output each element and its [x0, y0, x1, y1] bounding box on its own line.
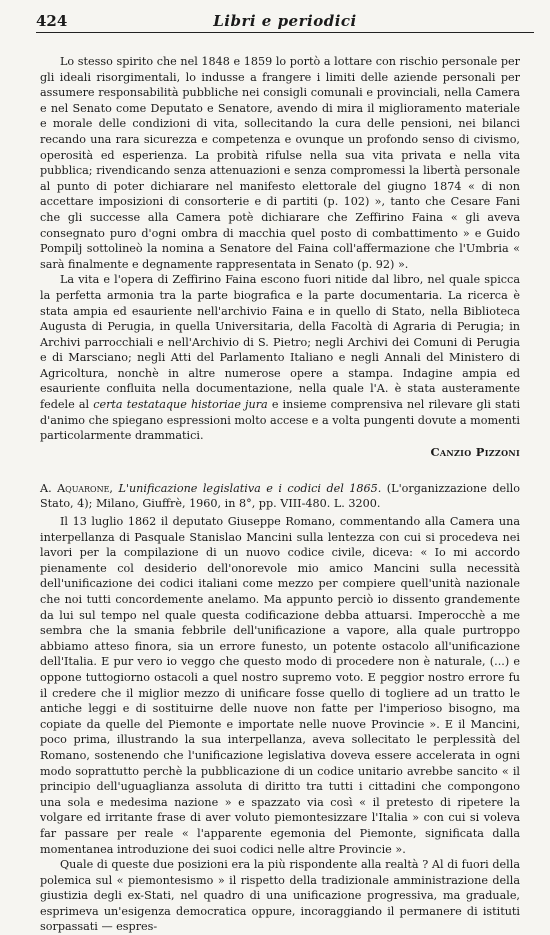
section-gap — [40, 459, 520, 481]
review2-paragraph-2: Quale di queste due posizioni era la più rispondente alla realtà ? Al di fuori della polemica sul « piemontesismo » il rispetto della tradizionale amministrazione della giustizia degli ex-Stati, nel quadro di una unificazione progressiva, ma graduale, esprimeva un'esigenza democratica oppure, incoraggiando il permanere di istituti sorpassati — espres- — [40, 858, 520, 934]
running-title: Libri e periodici — [213, 12, 357, 30]
review2-paragraph-1: Il 13 luglio 1862 il deputato Giuseppe Romano, commentando alla Camera una interpellanza di Pasquale Stanislao Mancini sulla lentezza con cui si procedeva nei lavori per la compilazione di un nuovo codice civile, diceva: « Io mi accordo pienamente col desiderio dell'onorevole mio amico Mancini sulla necessità dell'unificazione dei codici italiani come mezzo per compiere quell'unità nazionale che noi tutti concordemente anelamo. Ma appunto perciò io dissento grandemente da lui sul tempo nel quale questa codificazione debba attuarsi. Imperocchè a me sembra che la smania febbrile dell'unificazione a vapore, alla quale purtroppo abbiamo atteso finora, sia un errore funesto, un potente ostacolo all'unificazione dell'Italia. E pur vero io veggo che questo modo di procedere non è naturale, (...) e oppone tuttogiorno ostacoli a quel nostro supremo voto. E peggior nostro errore fu il credere che il miglior mezzo di unificare fosse quello di togliere ad un tratto le antiche leggi e di sostituirne delle nuove non fatte per l'imperioso bisogno, ma copiate da quelle del Piemonte e importate nelle nuove Provincie ». E il Mancini, poco prima, illustrando la sua interpellanza, aveva sollecitato le perplessità del Romano, sostenendo che l'unificazione legislativa doveva essere accelerata in ogni modo soprattutto perchè la pubblicazione di un codice unitario avrebbe sancito « il principio dell'uguaglianza assoluta di diritto tra tutti i cittadini che compongono una sola e medesima nazione » e spazzato via così « il pretesto di ripetere la volgare ed irritante frase di aver voluto piemontesizzare l'Italia » con cui si voleva far passare per reale « l'apparente egemonia del Piemonte, significata dalla momentanea introduzione dei suoi codici nelle altre Provincie ». — [40, 515, 520, 856]
running-header — [36, 8, 534, 33]
review1-paragraph-1: Lo stesso spirito che nel 1848 e 1859 lo portò a lottare con rischio personale per gli ideali risorgimentali, lo indusse a frangere i limiti delle aziende personali per assumere responsabilità pubbliche nei consigli comunali e provinciali, nella Camera e nel Senato come Deputato e Senatore, avendo di mira il miglioramento materiale e morale delle condizioni di vita, sollecitando la cura delle pensioni, nei bilanci recando una rara sicurezza e competenza e ovunque un profondo senso di civismo, operosità ed esperienza. La probità rifulse nella sua vita privata e nella vita pubblica; rivendicando senza attenuazioni e senza compromessi la libertà personale al punto di poter dichiarare nel manifesto elettorale del giugno 1874 « di non accettare imposizioni di consorterie e di partiti (p. 102) », tanto che Cesare Fani che gli successe alla Camera potè dichiarare che Zeffirino Faina « gli aveva consegnato puro d'ogni ombra di macchia quel posto di combattimento » e Guido Pompilj sottolineò la nomina a Senatore del Faina coll'affermazione che l'Umbria « sarà finalmente e degnamente rappresentata in Senato (p. 92) ». — [40, 55, 520, 271]
book-title: L'unificazione legislativa e i codici del 1865. — [118, 481, 382, 495]
review1-paragraph-2 — [40, 272, 520, 444]
review-signature: Canzio Pizzoni — [430, 444, 520, 459]
text-body — [40, 54, 520, 935]
latin-phrase: certa testataque historiae jura — [93, 398, 268, 412]
review1-paragraph-2-text: La vita e l'opera di Zeffirino Faina escono fuori nitide dal libro, nel quale spicca la perfetta armonia tra la parte biografica e la parte documentaria. La ricerca è stata ampia ed esauriente nell'archivio Faina e in quello di Stato, nella Biblioteca Augusta di Perugia, in quella Universitaria, della Facoltà di Agraria di Perugia; in Archivi parrocchiali e nell'Archivio di S. Pietro; negli Archivi dei Comuni di Perugia e di Marsciano; negli Atti del Parlamento Italiano e negli Annali del Ministero di Agricoltura, nonchè in altre numerose opere a stampa. Indagine ampia ed esauriente confluita nella documentazione, nella quale l'A. è stata austeramente fedele al — [40, 273, 520, 412]
book-author: A. Aquarone, — [40, 481, 113, 495]
page-number: 424 — [36, 12, 68, 30]
review1-paragraph-2-end: e insieme comprensiva nel rilevare gli stati d'animo che spiegano espressioni molto accese e a volta pungenti dovute a momenti particolarmente drammatici. — [40, 398, 521, 443]
review2-citation — [40, 481, 520, 512]
book-details: (L'organizzazione dello Stato, 4); Milano, Giuffrè, 1960, in 8°, pp. VIII-480. L. 3200. — [40, 481, 520, 511]
